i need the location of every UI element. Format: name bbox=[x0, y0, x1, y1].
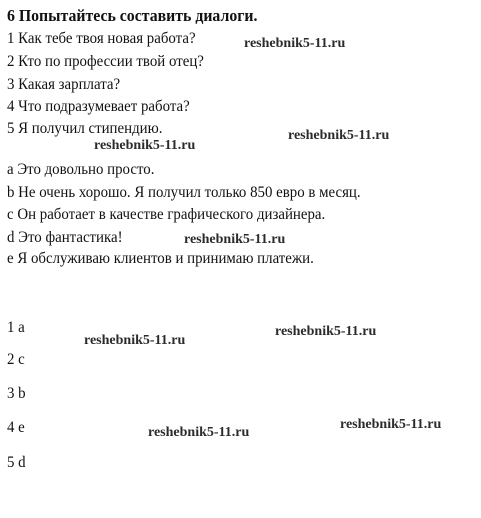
solution-5: 5 d bbox=[7, 454, 26, 471]
watermark: reshebnik5-11.ru bbox=[84, 333, 186, 348]
watermark: reshebnik5-11.ru bbox=[244, 36, 346, 51]
answer-c: c Он работает в качестве графического дизайнера. bbox=[7, 206, 326, 223]
solution-3: 3 b bbox=[7, 385, 26, 402]
watermark: reshebnik5-11.ru bbox=[184, 232, 286, 247]
solution-1: 1 a bbox=[7, 319, 25, 336]
answer-a: a Это довольно просто. bbox=[7, 161, 155, 178]
watermark: reshebnik5-11.ru bbox=[94, 138, 196, 153]
question-2: 2 Кто по профессии твой отец? bbox=[7, 53, 204, 70]
solution-2: 2 c bbox=[7, 351, 25, 368]
watermark: reshebnik5-11.ru bbox=[148, 425, 250, 440]
answer-d: d Это фантастика! bbox=[7, 229, 123, 246]
exercise-title: 6 Попытайтесь составить диалоги. bbox=[7, 6, 258, 25]
question-4: 4 Что подразумевает работа? bbox=[7, 98, 190, 115]
watermark: reshebnik5-11.ru bbox=[340, 417, 442, 432]
watermark: reshebnik5-11.ru bbox=[275, 324, 377, 339]
question-5: 5 Я получил стипендию. bbox=[7, 120, 163, 137]
solution-4: 4 e bbox=[7, 419, 25, 436]
watermark: reshebnik5-11.ru bbox=[288, 128, 390, 143]
question-1: 1 Как тебе твоя новая работа? bbox=[7, 30, 196, 47]
answer-b: b Не очень хорошо. Я получил только 850 евро в месяц. bbox=[7, 184, 361, 201]
question-3: 3 Какая зарплата? bbox=[7, 76, 121, 93]
answer-e: e Я обслуживаю клиентов и принимаю платежи. bbox=[7, 250, 314, 267]
